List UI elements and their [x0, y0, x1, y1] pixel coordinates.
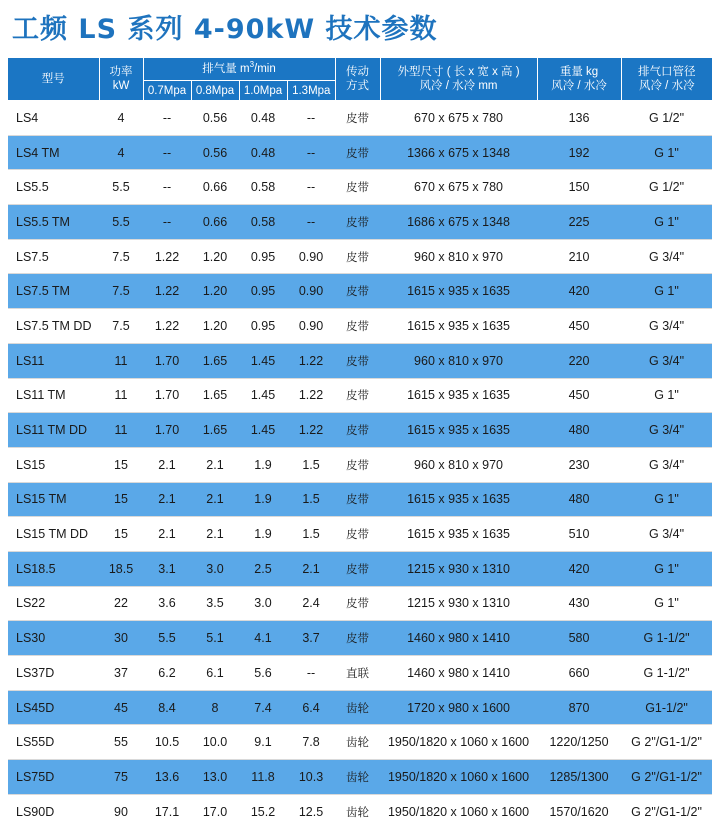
cell-flow-10: 11.8	[239, 760, 287, 795]
cell-flow-10: 0.95	[239, 274, 287, 309]
cell-drive: 皮带	[335, 101, 380, 136]
table-row	[8, 447, 712, 482]
cell-power: 11	[99, 413, 143, 448]
cell-dimensions: 1615 x 935 x 1635	[380, 378, 537, 413]
cell-model: LS5.5 TM	[8, 205, 99, 240]
cell-model: LS4	[8, 101, 99, 136]
cell-weight: 150	[537, 170, 621, 205]
table-row	[8, 794, 712, 828]
cell-flow-07: 1.70	[143, 378, 191, 413]
cell-outlet: G 1-1/2"	[621, 656, 712, 691]
table-row	[8, 690, 712, 725]
cell-outlet: G 1"	[621, 551, 712, 586]
table-row	[8, 378, 712, 413]
cell-weight: 1570/1620	[549, 804, 609, 819]
cell-weight: 220	[537, 343, 621, 378]
cell-flow-07: 3.6	[143, 586, 191, 621]
cell-outlet: G 2"/G1-1/2"	[631, 804, 702, 819]
cell-flow-08: 8	[191, 690, 239, 725]
cell-flow-07: 2.1	[143, 447, 191, 482]
cell-dimensions: 670 x 675 x 780	[380, 101, 537, 136]
cell-model: LS30	[8, 621, 99, 656]
cell-outlet: G 2"/G1-1/2"	[621, 725, 712, 760]
table-row	[8, 239, 712, 274]
cell-flow-13: --	[287, 101, 335, 136]
cell-weight: 450	[537, 378, 621, 413]
cell-flow-13: 1.22	[287, 413, 335, 448]
cell-dimensions: 1366 x 675 x 1348	[380, 135, 537, 170]
cell-power: 90	[114, 804, 128, 819]
cell-flow-10: 5.6	[239, 656, 287, 691]
cell-power: 7.5	[99, 309, 143, 344]
cell-outlet: G 1"	[621, 482, 712, 517]
cell-dimensions: 1615 x 935 x 1635	[380, 413, 537, 448]
cell-flow-10: 0.95	[239, 309, 287, 344]
cell-power: 45	[99, 690, 143, 725]
cell-outlet: G 3/4"	[621, 413, 712, 448]
cell-flow-07: --	[143, 101, 191, 136]
cell-outlet: G 3/4"	[621, 343, 712, 378]
cell-flow-07: 1.22	[143, 309, 191, 344]
cell-flow-10: 1.9	[239, 447, 287, 482]
cell-weight: 510	[537, 517, 621, 552]
cell-flow-08: 0.66	[191, 205, 239, 240]
cell-flow-13: 6.4	[287, 690, 335, 725]
table-row	[8, 760, 712, 795]
cell-flow-13: 10.3	[287, 760, 335, 795]
cell-flow-07: 1.22	[143, 274, 191, 309]
cell-dimensions: 1950/1820 x 1060 x 1600	[387, 804, 530, 819]
cell-flow-10: 4.1	[239, 621, 287, 656]
cell-flow-10: 1.45	[239, 378, 287, 413]
cell-model: LS5.5	[8, 170, 99, 205]
table-row	[8, 309, 712, 344]
cell-weight: 480	[537, 482, 621, 517]
cell-flow-07: 2.1	[143, 517, 191, 552]
cell-flow-08: 17.0	[202, 804, 228, 819]
cell-power: 15	[99, 447, 143, 482]
cell-weight: 136	[537, 101, 621, 136]
cell-flow-10: 9.1	[239, 725, 287, 760]
cell-flow-07: --	[143, 205, 191, 240]
cell-model: LS7.5 TM DD	[8, 309, 99, 344]
cell-flow-10: 0.48	[239, 135, 287, 170]
cell-weight: 1220/1250	[537, 725, 621, 760]
cell-flow-08: 1.20	[191, 274, 239, 309]
cell-outlet: G 1"	[621, 274, 712, 309]
cell-power: 5.5	[99, 205, 143, 240]
cell-flow-13: 2.4	[287, 586, 335, 621]
cell-flow-10: 1.9	[239, 517, 287, 552]
cell-power: 15	[99, 517, 143, 552]
cell-power: 18.5	[99, 551, 143, 586]
table-row	[8, 135, 712, 170]
cell-flow-13: 3.7	[287, 621, 335, 656]
cell-flow-10: 0.48	[239, 101, 287, 136]
cell-outlet: G 1"	[621, 378, 712, 413]
cell-model: LS4 TM	[8, 135, 99, 170]
cell-flow-07: --	[143, 170, 191, 205]
cell-flow-13: 0.90	[287, 274, 335, 309]
cell-drive: 皮带	[335, 309, 380, 344]
cell-model: LS18.5	[8, 551, 99, 586]
cell-model: LS7.5 TM	[8, 274, 99, 309]
page-title: 工频 LS 系列 4-90kW 技术参数	[12, 14, 438, 45]
cell-drive: 皮带	[335, 170, 380, 205]
cell-flow-07: 1.70	[143, 413, 191, 448]
cell-flow-07: 8.4	[143, 690, 191, 725]
cell-weight: 420	[537, 274, 621, 309]
cell-flow-10: 1.45	[239, 343, 287, 378]
cell-drive: 齿轮	[346, 806, 370, 819]
cell-dimensions: 1950/1820 x 1060 x 1600	[380, 760, 537, 795]
cell-drive: 直联	[335, 656, 380, 691]
cell-weight: 450	[537, 309, 621, 344]
cell-dimensions: 670 x 675 x 780	[380, 170, 537, 205]
cell-flow-08: 5.1	[191, 621, 239, 656]
table-row	[8, 274, 712, 309]
cell-model: LS11 TM	[8, 378, 99, 413]
cell-power: 15	[99, 482, 143, 517]
cell-flow-08: 3.5	[191, 586, 239, 621]
cell-weight: 870	[537, 690, 621, 725]
cell-dimensions: 1460 x 980 x 1410	[380, 656, 537, 691]
cell-flow-13: 12.5	[298, 804, 324, 819]
cell-drive: 皮带	[335, 239, 380, 274]
cell-drive: 皮带	[335, 135, 380, 170]
cell-outlet: G 3/4"	[621, 309, 712, 344]
spec-table-body	[8, 101, 712, 829]
cell-flow-08: 2.1	[191, 482, 239, 517]
cell-power: 4	[99, 101, 143, 136]
header-drive: 传动 方式	[335, 58, 380, 101]
cell-weight: 225	[537, 205, 621, 240]
cell-outlet: G 1"	[621, 135, 712, 170]
cell-flow-10: 3.0	[239, 586, 287, 621]
cell-outlet: G 3/4"	[621, 447, 712, 482]
table-row	[8, 586, 712, 621]
cell-drive: 皮带	[335, 413, 380, 448]
cell-flow-08: 1.65	[191, 413, 239, 448]
header-weight: 重量 kg 风冷 / 水冷	[537, 58, 621, 101]
cell-flow-08: 0.56	[191, 135, 239, 170]
header-pressure-10: 1.0Mpa	[239, 81, 287, 101]
cell-model: LS11	[8, 343, 99, 378]
table-row	[8, 621, 712, 656]
header-pressure-07: 0.7Mpa	[143, 81, 191, 101]
cell-model: LS15	[8, 447, 99, 482]
cell-flow-07: 10.5	[143, 725, 191, 760]
cell-drive: 皮带	[335, 378, 380, 413]
cell-drive: 皮带	[335, 205, 380, 240]
cell-weight: 430	[537, 586, 621, 621]
cell-drive: 齿轮	[335, 760, 380, 795]
cell-flow-13: 1.5	[287, 517, 335, 552]
cell-power: 11	[99, 378, 143, 413]
cell-power: 30	[99, 621, 143, 656]
cell-model: LS7.5	[8, 239, 99, 274]
cell-outlet: G 1/2"	[621, 170, 712, 205]
cell-weight: 192	[537, 135, 621, 170]
cell-flow-13: --	[287, 170, 335, 205]
cell-drive: 皮带	[335, 586, 380, 621]
cell-flow-13: 1.5	[287, 482, 335, 517]
cell-power: 22	[99, 586, 143, 621]
cell-flow-08: 10.0	[191, 725, 239, 760]
cell-drive: 齿轮	[335, 725, 380, 760]
cell-flow-10: 0.58	[239, 205, 287, 240]
cell-power: 7.5	[99, 274, 143, 309]
cell-flow-13: --	[287, 656, 335, 691]
cell-outlet: G 1"	[621, 586, 712, 621]
cell-model: LS15 TM	[8, 482, 99, 517]
cell-dimensions: 1615 x 935 x 1635	[380, 274, 537, 309]
table-row	[8, 551, 712, 586]
cell-outlet: G 1-1/2"	[621, 621, 712, 656]
cell-flow-13: --	[287, 135, 335, 170]
cell-power: 7.5	[99, 239, 143, 274]
cell-dimensions: 1720 x 980 x 1600	[380, 690, 537, 725]
cell-outlet: G 3/4"	[621, 239, 712, 274]
cell-flow-08: 13.0	[191, 760, 239, 795]
cell-power: 5.5	[99, 170, 143, 205]
table-row	[8, 413, 712, 448]
header-air-volume: 排气量 $m^3/\min$	[143, 58, 335, 81]
table-row	[8, 656, 712, 691]
cell-weight: 660	[537, 656, 621, 691]
cell-power: 55	[99, 725, 143, 760]
cell-flow-08: 3.0	[191, 551, 239, 586]
cell-weight: 1285/1300	[537, 760, 621, 795]
cell-outlet: G1-1/2"	[621, 690, 712, 725]
header-pressure-08: 0.8Mpa	[191, 81, 239, 101]
cell-flow-08: 1.65	[191, 343, 239, 378]
cell-flow-13: 7.8	[287, 725, 335, 760]
cell-model: LS22	[8, 586, 99, 621]
cell-dimensions: 1615 x 935 x 1635	[380, 482, 537, 517]
cell-model: LS45D	[8, 690, 99, 725]
header-power	[99, 58, 143, 101]
cell-dimensions: 1215 x 930 x 1310	[380, 586, 537, 621]
cell-power: 75	[99, 760, 143, 795]
cell-dimensions: 1615 x 935 x 1635	[380, 517, 537, 552]
header-pressure-13: 1.3Mpa	[287, 81, 335, 101]
cell-model: LS55D	[8, 725, 99, 760]
cell-outlet: G 1/2"	[621, 101, 712, 136]
cell-flow-07: 2.1	[143, 482, 191, 517]
cell-weight: 210	[537, 239, 621, 274]
cell-drive: 皮带	[335, 447, 380, 482]
header-model: 型号	[8, 58, 99, 101]
table-row	[8, 343, 712, 378]
spec-table	[8, 58, 712, 828]
cell-flow-08: 2.1	[191, 517, 239, 552]
header-power-unit: kW	[112, 80, 130, 92]
cell-outlet: G 2"/G1-1/2"	[621, 760, 712, 795]
cell-power: 4	[99, 135, 143, 170]
cell-flow-13: --	[287, 205, 335, 240]
cell-drive: 皮带	[335, 343, 380, 378]
cell-flow-13: 0.90	[287, 239, 335, 274]
table-row	[8, 170, 712, 205]
cell-flow-08: 1.65	[191, 378, 239, 413]
cell-flow-08: 0.56	[191, 101, 239, 136]
cell-flow-10: 2.5	[239, 551, 287, 586]
cell-model: LS37D	[8, 656, 99, 691]
table-row	[8, 725, 712, 760]
cell-flow-10: 1.45	[239, 413, 287, 448]
cell-weight: 230	[537, 447, 621, 482]
cell-flow-07: 3.1	[143, 551, 191, 586]
header-dimensions: 外型尺寸 ( 长 x 宽 x 高 ) 风冷 / 水冷 mm	[380, 58, 537, 101]
table-row	[8, 517, 712, 552]
header-power-label: 功率	[109, 66, 133, 78]
cell-dimensions: 960 x 810 x 970	[380, 239, 537, 274]
table-row	[8, 205, 712, 240]
cell-flow-08: 6.1	[191, 656, 239, 691]
cell-flow-07: 5.5	[143, 621, 191, 656]
cell-weight: 480	[537, 413, 621, 448]
cell-flow-13: 1.5	[287, 447, 335, 482]
cell-flow-08: 1.20	[191, 309, 239, 344]
cell-flow-08: 0.66	[191, 170, 239, 205]
cell-model: LS90D	[16, 804, 55, 819]
cell-dimensions: 1615 x 935 x 1635	[380, 309, 537, 344]
cell-flow-10: 0.95	[239, 239, 287, 274]
cell-flow-07: 17.1	[154, 804, 180, 819]
cell-flow-08: 1.20	[191, 239, 239, 274]
cell-outlet: G 1"	[621, 205, 712, 240]
cell-flow-08: 2.1	[191, 447, 239, 482]
cell-dimensions: 1950/1820 x 1060 x 1600	[380, 725, 537, 760]
cell-power: 37	[99, 656, 143, 691]
cell-flow-10: 7.4	[239, 690, 287, 725]
cell-model: LS15 TM DD	[8, 517, 99, 552]
table-row	[8, 101, 712, 136]
cell-flow-07: 1.70	[143, 343, 191, 378]
cell-flow-13: 0.90	[287, 309, 335, 344]
cell-drive: 皮带	[335, 517, 380, 552]
cell-dimensions: 1686 x 675 x 1348	[380, 205, 537, 240]
cell-flow-07: 6.2	[143, 656, 191, 691]
cell-dimensions: 960 x 810 x 970	[380, 447, 537, 482]
cell-outlet: G 3/4"	[621, 517, 712, 552]
cell-dimensions: 1460 x 980 x 1410	[380, 621, 537, 656]
table-row	[8, 482, 712, 517]
cell-drive: 皮带	[335, 621, 380, 656]
cell-model: LS11 TM DD	[8, 413, 99, 448]
cell-flow-13: 2.1	[287, 551, 335, 586]
cell-power: 11	[99, 343, 143, 378]
cell-flow-07: 13.6	[143, 760, 191, 795]
cell-weight: 420	[537, 551, 621, 586]
cell-drive: 皮带	[335, 482, 380, 517]
cell-drive: 皮带	[335, 274, 380, 309]
cell-model: LS75D	[8, 760, 99, 795]
cell-weight: 580	[537, 621, 621, 656]
cell-flow-07: --	[143, 135, 191, 170]
cell-flow-07: 1.22	[143, 239, 191, 274]
cell-dimensions: 960 x 810 x 970	[380, 343, 537, 378]
cell-flow-13: 1.22	[287, 378, 335, 413]
cell-dimensions: 1215 x 930 x 1310	[380, 551, 537, 586]
cell-flow-10: 15.2	[250, 804, 276, 819]
cell-drive: 齿轮	[335, 690, 380, 725]
cell-flow-10: 1.9	[239, 482, 287, 517]
header-outlet: 排气口管径 风冷 / 水冷	[621, 58, 712, 101]
cell-flow-13: 1.22	[287, 343, 335, 378]
cell-flow-10: 0.58	[239, 170, 287, 205]
cell-drive: 皮带	[335, 551, 380, 586]
